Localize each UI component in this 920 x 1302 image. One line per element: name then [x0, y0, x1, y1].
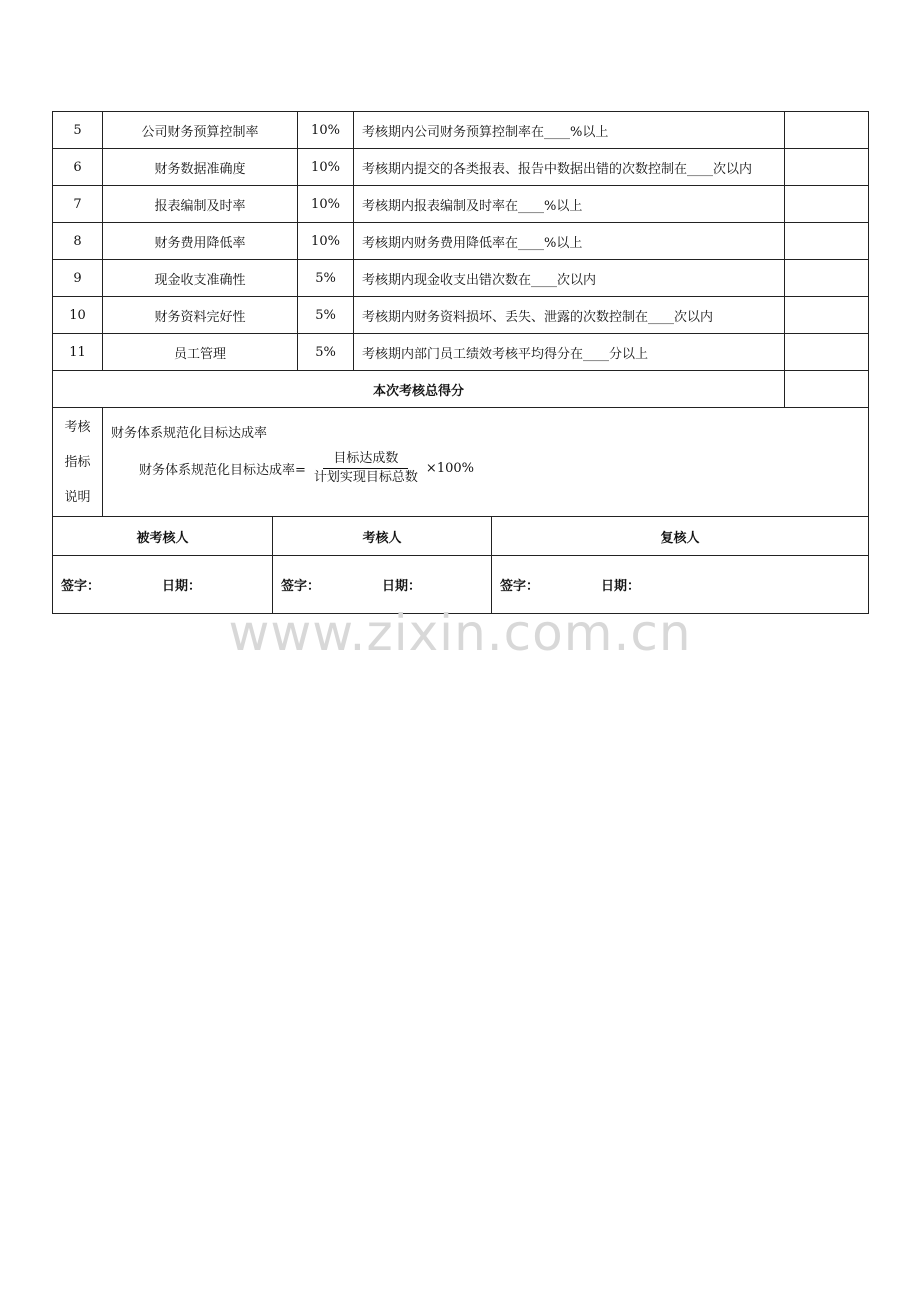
score-cell[interactable] — [785, 223, 869, 260]
watermark: www.zixin.com.cn — [228, 604, 692, 662]
formula — [139, 451, 860, 486]
reviewer-header: 复核人 — [492, 517, 869, 556]
evaluation-standard: 考核期内提交的各类报表、报告中数据出错的次数控制在____次以内 — [354, 149, 785, 186]
formula-multiplier: ×100% — [425, 461, 474, 476]
score-cell[interactable] — [785, 334, 869, 371]
explanation-label — [53, 408, 103, 517]
total-score-row — [53, 371, 869, 408]
assessor-header: 考核人 — [273, 517, 492, 556]
table-row — [53, 149, 869, 186]
table-row — [53, 297, 869, 334]
indicator-name: 财务数据准确度 — [103, 149, 298, 186]
indicator-name: 报表编制及时率 — [103, 186, 298, 223]
indicator-name: 财务费用降低率 — [103, 223, 298, 260]
score-cell[interactable] — [785, 112, 869, 149]
row-number: 6 — [53, 149, 103, 186]
formula-numerator: 目标达成数 — [323, 451, 408, 469]
row-number: 11 — [53, 334, 103, 371]
explanation-label-line: 考核 — [64, 420, 91, 435]
evaluation-standard: 考核期内现金收支出错次数在____次以内 — [354, 260, 785, 297]
explanation-content — [103, 408, 869, 517]
weight: 10% — [298, 149, 354, 186]
indicator-name: 公司财务预算控制率 — [103, 112, 298, 149]
explanation-title: 财务体系规范化目标达成率 — [111, 426, 268, 441]
score-cell[interactable] — [785, 149, 869, 186]
indicator-name: 财务资料完好性 — [103, 297, 298, 334]
weight: 10% — [298, 223, 354, 260]
evaluation-standard: 考核期内财务费用降低率在____%以上 — [354, 223, 785, 260]
row-number: 10 — [53, 297, 103, 334]
formula-fraction — [308, 451, 424, 486]
weight: 5% — [298, 260, 354, 297]
weight: 10% — [298, 112, 354, 149]
row-number: 5 — [53, 112, 103, 149]
table-row — [53, 112, 869, 149]
row-number: 7 — [53, 186, 103, 223]
evaluation-standard: 考核期内报表编制及时率在____%以上 — [354, 186, 785, 223]
table-row — [53, 334, 869, 371]
table-row — [53, 223, 869, 260]
formula-denominator: 计划实现目标总数 — [313, 470, 418, 485]
evaluation-standard: 考核期内公司财务预算控制率在____%以上 — [354, 112, 785, 149]
explanation-row — [53, 408, 869, 517]
indicator-name: 现金收支准确性 — [103, 260, 298, 297]
signature-table — [52, 516, 869, 614]
table-row — [53, 186, 869, 223]
date-label: 日期： — [601, 579, 641, 594]
sign-label: 签字： — [281, 579, 321, 594]
score-cell[interactable] — [785, 297, 869, 334]
row-number: 8 — [53, 223, 103, 260]
total-score-label: 本次考核总得分 — [53, 371, 785, 408]
indicator-name: 员工管理 — [103, 334, 298, 371]
kpi-table — [52, 111, 869, 517]
explanation-label-line: 说明 — [64, 490, 91, 505]
evaluation-standard: 考核期内财务资料损坏、丢失、泄露的次数控制在____次以内 — [354, 297, 785, 334]
score-cell[interactable] — [785, 260, 869, 297]
evaluation-standard: 考核期内部门员工绩效考核平均得分在____分以上 — [354, 334, 785, 371]
row-number: 9 — [53, 260, 103, 297]
weight: 5% — [298, 334, 354, 371]
signature-header-row — [53, 517, 869, 556]
date-label: 日期： — [382, 579, 422, 594]
table-row — [53, 260, 869, 297]
score-cell[interactable] — [785, 186, 869, 223]
total-score-cell[interactable] — [785, 371, 869, 408]
date-label: 日期： — [162, 579, 202, 594]
sign-label: 签字： — [61, 579, 101, 594]
formula-lhs: 财务体系规范化目标达成率= — [139, 463, 306, 478]
weight: 10% — [298, 186, 354, 223]
explanation-label-line: 指标 — [64, 455, 91, 470]
weight: 5% — [298, 297, 354, 334]
assessee-header: 被考核人 — [53, 517, 273, 556]
sign-label: 签字： — [500, 579, 540, 594]
